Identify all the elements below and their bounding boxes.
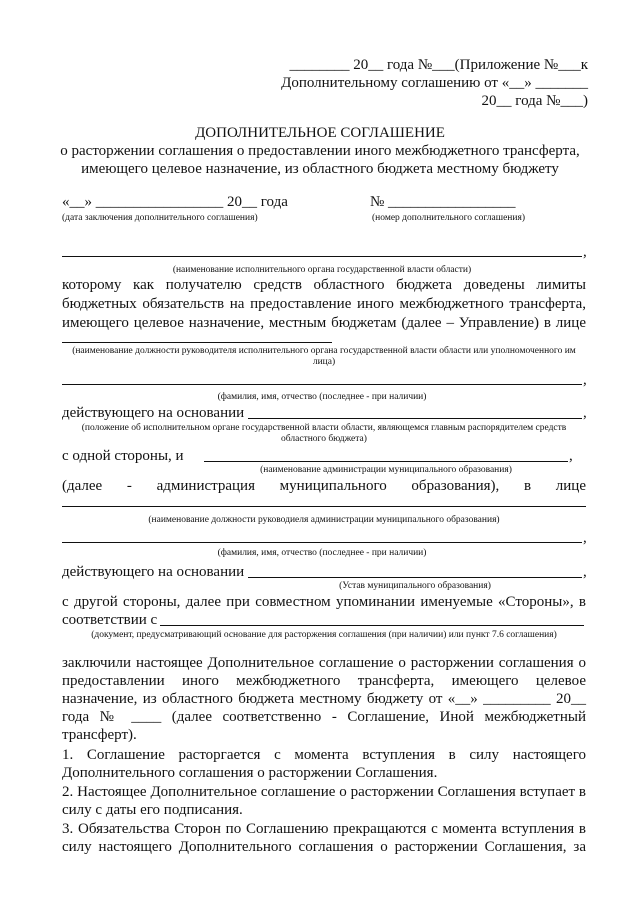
concluded-paragraph: заключили настоящее Дополнительное соглашение о расторжении соглашения о предоставлении иного межбюджетного трансферта, имеющего целевое назначение, из областного бюджета местному бюджету от «__» _________ 20__ года № ____ (далее соответственно - Соглашение, Иной межбюджетный трансферт). [62, 655, 586, 743]
item-3: 3. Обязательства Сторон по Соглашению прекращаются с момента вступления в силу настоящего Дополнительного соглашения о расторжении Соглашения, за [62, 821, 586, 855]
admin-name-line [204, 461, 568, 462]
admin-basis-caption: (Устав муниципального образования) [339, 581, 491, 591]
accordance-line [160, 625, 584, 626]
item-1: 1. Соглашение расторгается с момента вступления в силу настоящего Дополнительного соглашения о расторжении Соглашения. [62, 747, 586, 781]
fio-comma: , [583, 372, 587, 388]
basis-caption: (положение об исполнительном органе государственной власти области, являющемся главным распорядителем средств областного бюджета) [81, 423, 567, 444]
document-subtitle-1: о расторжении соглашения о предоставлении иного межбюджетного трансферта, [60, 143, 580, 159]
document-title: ДОПОЛНИТЕЛЬНОЕ СОГЛАШЕНИЕ [195, 125, 445, 141]
org-name-line [62, 256, 582, 257]
fio-line [62, 384, 582, 385]
admin-fio-caption: (фамилия, имя, отчество (последнее - при наличии) [217, 548, 427, 558]
fio-caption: (фамилия, имя, отчество (последнее - при наличии) [217, 392, 427, 402]
item-2: 2. Настоящее Дополнительное соглашение о расторжении Соглашения вступает в силу с даты его подписания. [62, 784, 586, 818]
admin-line: (далее - администрация муниципального образования), в лице [62, 478, 586, 494]
agreement-number: № _________________ [370, 194, 516, 210]
party1-paragraph-line-1: которому как получателю средств областного бюджета доведены лимиты [62, 277, 586, 293]
admin-position-line [62, 506, 586, 507]
one-side-label: с одной стороны, и [62, 448, 184, 464]
admin-basis-comma: , [583, 564, 587, 580]
admin-basis-line [248, 577, 582, 578]
header-line-2: Дополнительному соглашению от «__» _______ [281, 75, 588, 91]
party1-paragraph-line-3: имеющего целевое назначение, местным бюджетам (далее – Управление) в лице [62, 315, 586, 331]
org-name-comma: , [583, 244, 587, 260]
party1-paragraph-line-2: бюджетных обязательств на предоставление иного межбюджетного трансферта, [62, 296, 586, 312]
accordance-caption: (документ, предусматривающий основание для расторжения соглашения (при наличии) или пункт 7.6 соглашения) [91, 630, 557, 640]
position-line [62, 342, 332, 343]
basis-line [248, 418, 582, 419]
header-line-1: ________ 20__ года №___(Приложение №___к [289, 57, 588, 73]
admin-fio-comma: , [583, 530, 587, 546]
header-line-3: 20__ года №___) [481, 93, 588, 109]
org-name-caption: (наименование исполнительного органа государственной власти области) [172, 265, 472, 275]
accordance-label: соответствии с [62, 612, 158, 628]
basis-label: действующего на основании [62, 405, 245, 421]
other-side-line: с другой стороны, далее при совместном упоминании именуемые «Стороны», в [62, 594, 586, 610]
admin-name-comma: , [569, 448, 573, 464]
admin-fio-line [62, 542, 582, 543]
admin-position-caption: (наименование должности руководиеля администрации муниципального образования) [148, 515, 500, 525]
document-subtitle-2: имеющего целевое назначение, из областного бюджета местному бюджету [81, 161, 559, 177]
admin-basis-label: действующего на основании [62, 564, 245, 580]
position-caption: (наименование должности руководителя исполнительного органа государственной власти области или уполномоченного им лица) [72, 346, 576, 367]
agreement-date: «__» _________________ 20__ года [62, 194, 288, 210]
number-caption: (номер дополнительного соглашения) [372, 213, 526, 223]
admin-name-caption: (наименование администрации муниципального образования) [260, 465, 512, 475]
date-caption: (дата заключения дополнительного соглашения) [62, 213, 258, 223]
basis-comma: , [583, 405, 587, 421]
